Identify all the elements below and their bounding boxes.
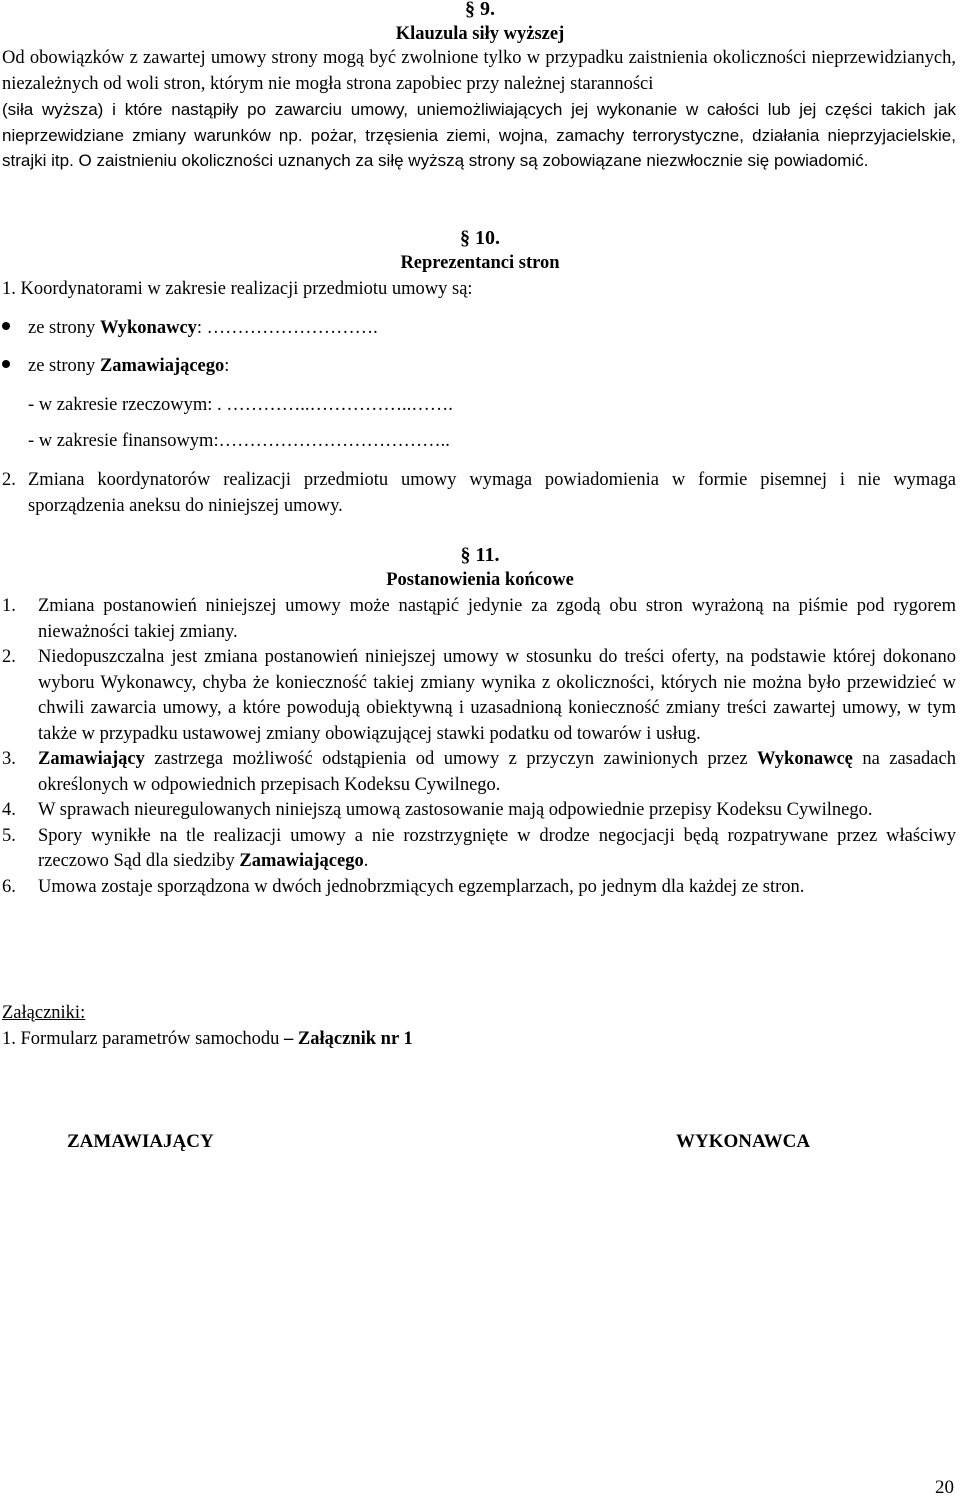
item-number: 5. <box>2 825 16 846</box>
dash-finansowy: - w zakresie finansowym:……………………………….. <box>28 431 450 451</box>
item-text <box>38 824 956 875</box>
list-item <box>2 875 956 901</box>
party-name: Zamawiający <box>38 749 145 769</box>
list-item <box>2 798 956 824</box>
item-number: 3. <box>2 749 16 769</box>
item-text-part: . <box>363 851 369 871</box>
bullet-zamawiajacy <box>2 354 229 380</box>
section-9-body: (siła wyższa) i które nastąpiły po zawarciu umowy, uniemożliwiających jej wykonanie w całości lub jej części takich jak nieprzewidziane zmiany warunków np. pożar, trzęsienia ziemi, wojna, zamachy terrorystyczne, działania nieprzyjacielskie, strajki itp. O zaistnieniu okoliczności uznanych za siłę wyższą strony są zobowiązane niezwłocznie się powiadomić. <box>2 100 956 170</box>
bullet-colon: : <box>224 356 230 376</box>
item-text-part: zastrzega możliwość odstąpienia od umowy z przyczyn zawinionych przez <box>144 749 757 769</box>
item-text: Niedopuszczalna jest zmiana postanowień niniejszej umowy w stosunku do treści oferty, na podstawie której dokonano wyboru Wykonawcy, chyba że konieczność takiej zmiany wynika z okoliczności, których nie można było przewidzieć w chwili zawarcia umowy, a które powodują obiektywną i uzasadnioną konieczność zmiany treści zawartej umowy, w tym także w przypadku ustawowej zmiany obowiązującej stawki podatku od towarów i usług. <box>38 647 956 744</box>
section-11-title: Postanowienia końcowe <box>386 570 574 590</box>
party-name: Wykonawcę <box>756 749 853 769</box>
item-text: Umowa zostaje sporządzona w dwóch jednobrzmiących egzemplarzach, po jednym dla każdej ze stron. <box>38 876 805 897</box>
section-9-title: Klauzula siły wyższej <box>395 24 565 44</box>
item-text <box>38 747 956 798</box>
item-text: W sprawach nieuregulowanych niniejszą umową zastosowanie mają odpowiednie przepisy Kodeksu Cywilnego. <box>38 800 873 820</box>
bullet-party-name: Wykonawcy <box>99 318 197 338</box>
item-number: 1. <box>2 596 16 616</box>
item-number: 2. <box>2 470 16 490</box>
page-number: 20 <box>935 1476 954 1498</box>
section-10-title: Reprezentanci stron <box>400 253 560 273</box>
party-name: Zamawiającego <box>239 851 364 871</box>
section-11-number: § 11. <box>460 544 500 566</box>
attachment-text: 1. Formularz parametrów samochodu <box>2 1029 285 1049</box>
section-9-intro: Od obowiązków z zawartej umowy strony mogą być zwolnione tylko w przypadku zaistnienia okoliczności nieprzewidzianych, niezależnych od woli stron, którym nie mogła strona zapobiec przy należnej staranności <box>2 48 956 94</box>
section-10-number: § 10. <box>460 227 500 249</box>
bullet-icon <box>2 360 10 368</box>
item-number: 2. <box>2 647 16 667</box>
item-text-part: na zasadach określonych w odpowiednich przepisach Kodeksu Cywilnego. <box>38 749 956 795</box>
bullet-icon <box>2 322 10 330</box>
item-text-part: Spory wynikłe na tle realizacji umowy a nie rozstrzygnięte w drodze negocjacji będą rozpatrywane przez właściwy rzeczowo Sąd dla siedziby <box>38 825 956 871</box>
item-number: 4. <box>2 800 16 820</box>
list-item <box>2 645 956 747</box>
bullet-wykonawca <box>2 316 378 342</box>
item-text: Zmiana koordynatorów realizacji przedmiotu umowy wymaga powiadomienia w formie pisemnej i nie wymaga sporządzenia aneksu do niniejszej umowy. <box>28 470 956 516</box>
bullet-fill-line: : ………………………. <box>196 318 378 338</box>
list-item <box>2 747 956 798</box>
list-item <box>2 824 956 875</box>
signature-zamawiajacy: ZAMAWIAJĄCY <box>67 1131 214 1152</box>
dash-rzeczowy: - w zakresie rzeczowym: . …………..……………..……. <box>28 395 453 415</box>
section-9-number: § 9. <box>465 0 495 20</box>
attachment-item <box>2 1027 956 1053</box>
signature-wykonawca: WYKONAWCA <box>676 1131 811 1152</box>
attachment-ref: – Załącznik nr 1 <box>284 1029 413 1049</box>
section-10-item-2 <box>2 468 956 519</box>
section-11-list <box>2 594 956 900</box>
list-item <box>2 594 956 645</box>
bullet-party-name: Zamawiającego <box>99 356 225 376</box>
item-text: Zmiana postanowień niniejszej umowy może nastąpić jedynie za zgodą obu stron wyrażoną na piśmie pod rygorem nieważności takiej zmiany. <box>38 596 956 642</box>
attachments-label: Załączniki: <box>2 1003 86 1023</box>
bullet-label: ze strony <box>28 356 100 376</box>
item-number: 6. <box>2 876 16 897</box>
section-10-item-1: 1. Koordynatorami w zakresie realizacji przedmiotu umowy są: <box>2 279 473 299</box>
bullet-label: ze strony <box>28 318 100 338</box>
